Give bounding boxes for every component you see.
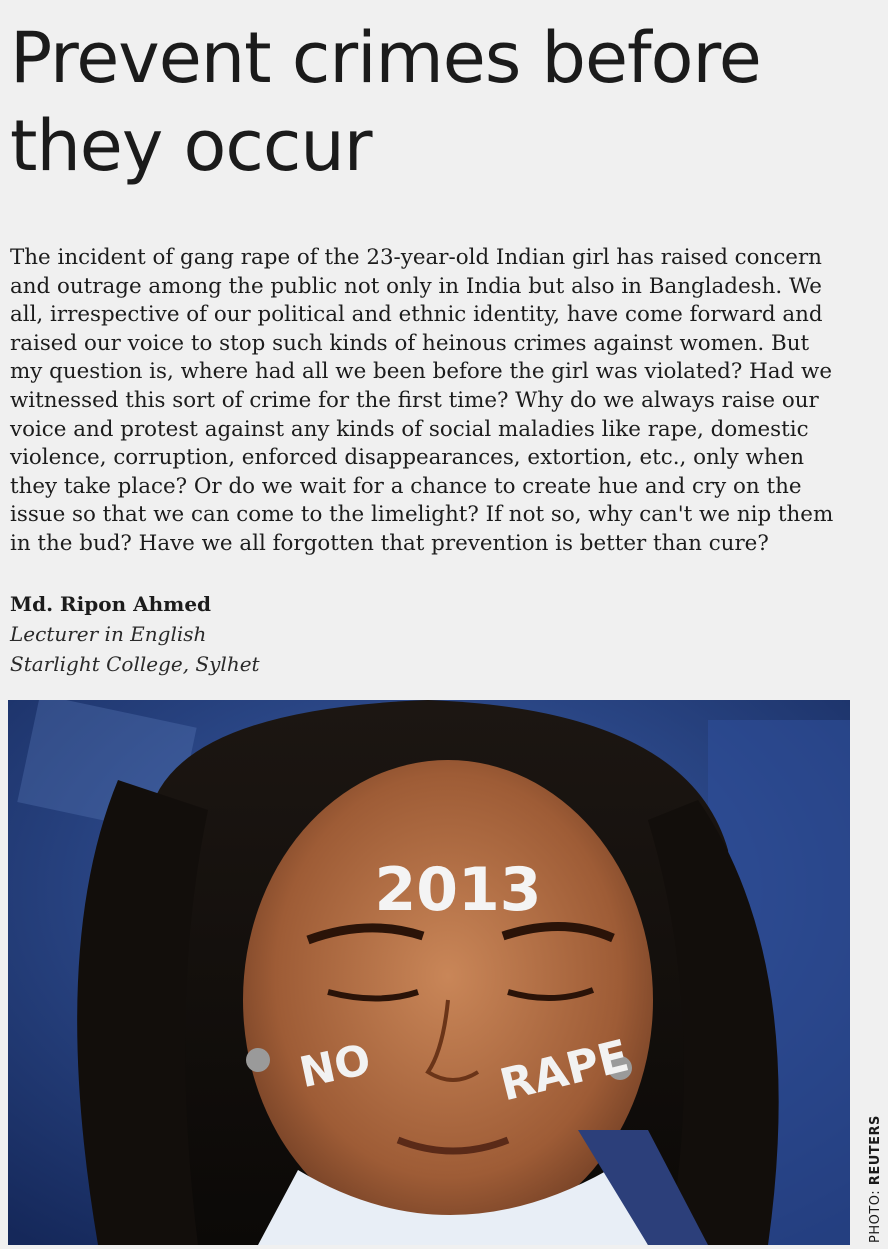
right-cheek-paint-text: RAPE [495,1030,634,1112]
body-line: all, irrespective of our political and ethnic identity, have come forward and [10,302,823,328]
body-line: issue so that we can come to the limelight? If not so, why can't we nip them [10,502,834,528]
credit-prefix: PHOTO: [868,1185,883,1243]
body-line: The incident of gang rape of the 23-year-old Indian girl has raised concern [10,245,822,270]
body-line: and outrage among the public not only in India but also in Bangladesh. We [10,273,822,299]
headline [10,14,870,190]
author-role: Lecturer in English [10,622,207,646]
author-name: Md. Ripon Ahmed [10,592,212,616]
body-line: they take place? Or do we wait for a chance to create hue and cry on the [10,473,802,499]
left-cheek-paint-text: NO [295,1034,375,1098]
news-photo [8,700,850,1245]
forehead-paint-text: 2013 [374,855,542,925]
headline-line-2: they occur [10,105,372,187]
credit-source: REUTERS [868,1115,883,1186]
body-line: raised our voice to stop such kinds of heinous crimes against women. But [10,330,810,356]
body-line: violence, corruption, enforced disappearances, extortion, etc., only when [10,445,805,471]
body-line: in the bud? Have we all forgotten that prevention is better than cure? [10,530,769,556]
letter-body [10,244,860,559]
photo-credit [868,1115,883,1243]
headline-line-1: Prevent crimes before [10,17,761,99]
body-line: voice and protest against any kinds of social maladies like rape, domestic [10,416,809,442]
author-college: Starlight College, Sylhet [10,652,260,676]
body-line: my question is, where had all we been before the girl was violated? Had we [10,359,833,385]
photo-illustration [8,700,850,1245]
body-line: witnessed this sort of crime for the first time? Why do we always raise our [10,387,819,413]
